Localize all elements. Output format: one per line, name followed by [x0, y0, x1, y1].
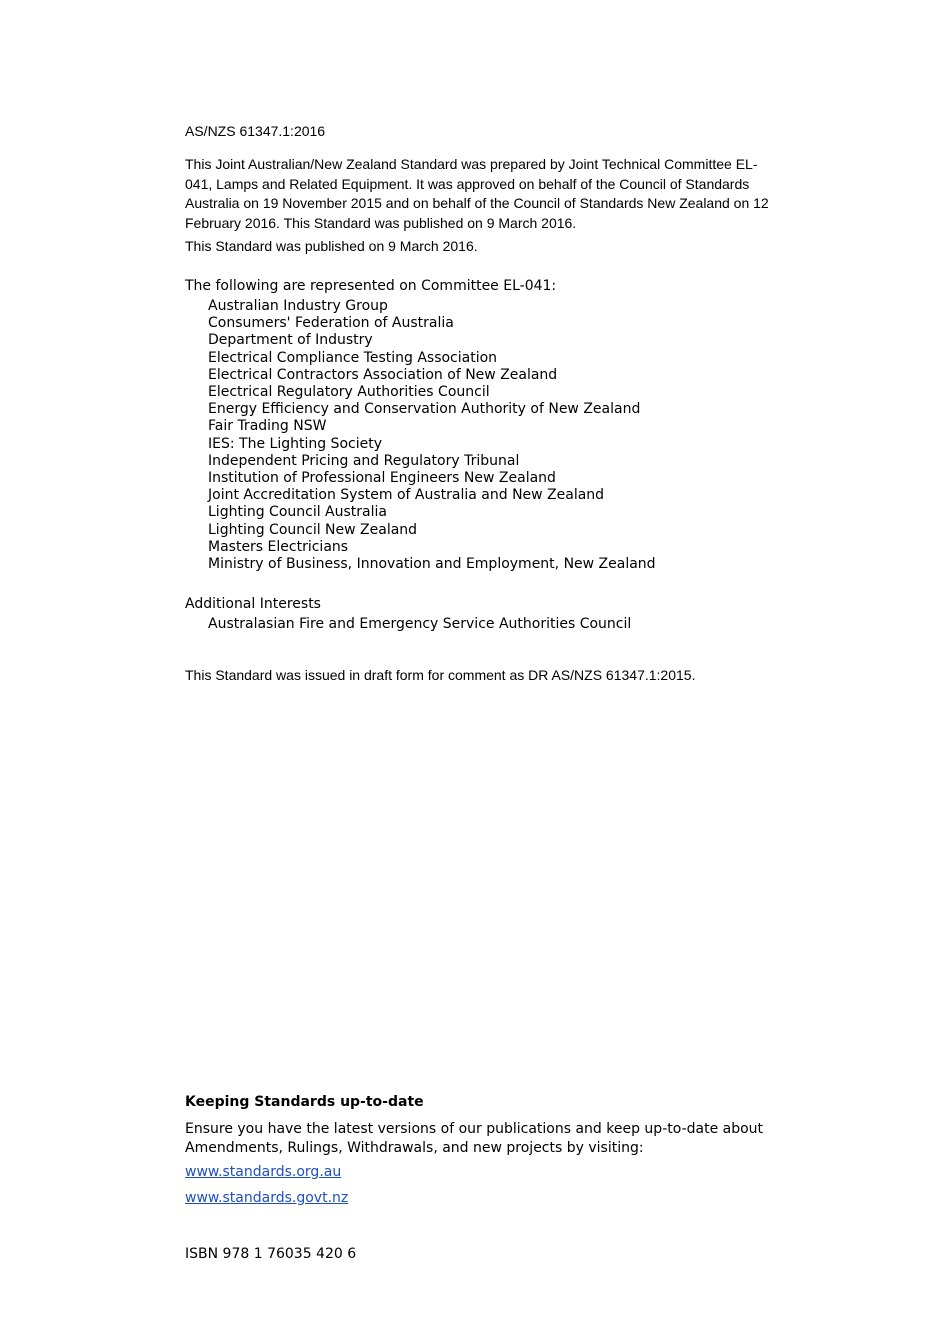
list-item: Electrical Contractors Association of New Zealand [208, 366, 558, 383]
committee-heading: The following are represented on Committee EL-041: [185, 278, 557, 294]
published-date-note: This Standard was published on 9 March 2016. [185, 238, 478, 254]
isbn: ISBN 978 1 76035 420 6 [185, 1246, 357, 1262]
list-item: Institution of Professional Engineers New Zealand [208, 470, 556, 487]
list-item: Lighting Council New Zealand [208, 521, 418, 538]
standards-nz-link[interactable]: www.standards.govt.nz [185, 1190, 349, 1206]
additional-interests-heading: Additional Interests [185, 596, 321, 612]
list-item: Ministry of Business, Innovation and Employment, New Zealand [208, 556, 656, 573]
keeping-up-to-date-text: Ensure you have the latest versions of our publications and keep up-to-date about Amendments, Rulings, Withdrawals, and new projects by visiting: [185, 1121, 764, 1156]
keeping-up-to-date-heading: Keeping Standards up-to-date [185, 1094, 424, 1110]
standards-nz-link-wrapper [185, 1190, 348, 1207]
list-item: Electrical Regulatory Authorities Council [208, 384, 490, 401]
list-item: Australian Industry Group [208, 298, 388, 314]
list-item: Consumers' Federation of Australia [208, 315, 454, 332]
list-item: Independent Pricing and Regulatory Tribunal [208, 452, 520, 469]
standards-au-link[interactable]: www.standards.org.au [185, 1164, 342, 1180]
draft-note: This Standard was issued in draft form for comment as DR AS/NZS 61347.1:2015. [185, 667, 696, 683]
list-item: Lighting Council Australia [208, 504, 387, 521]
committee-member-list [185, 298, 656, 573]
list-item: Energy Efficiency and Conservation Authority of New Zealand [208, 401, 641, 418]
list-item: Masters Electricians [208, 538, 349, 555]
committee-section [185, 278, 656, 573]
additional-interests-list [185, 616, 631, 633]
document-code: AS/NZS 61347.1:2016 [185, 123, 326, 139]
standards-au-link-wrapper [185, 1164, 341, 1181]
list-item: Department of Industry [208, 332, 373, 349]
list-item: Fair Trading NSW [208, 418, 327, 435]
list-item: Electrical Compliance Testing Association [208, 349, 498, 366]
list-item: Australasian Fire and Emergency Service Authorities Council [208, 616, 632, 632]
list-item: IES: The Lighting Society [208, 435, 382, 452]
additional-interests-section [185, 596, 631, 633]
list-item: Joint Accreditation System of Australia and New Zealand [208, 487, 605, 504]
intro-paragraph: This Joint Australian/New Zealand Standard was prepared by Joint Technical Committee EL-041, Lamps and Related Equipment. It was approved on behalf of the Council of Standards Australia on 19 November 2015 and on behalf of the Council of Standards New Zealand on 12 February 2016. This Standard was published on 9 March 2016. [185, 156, 769, 231]
